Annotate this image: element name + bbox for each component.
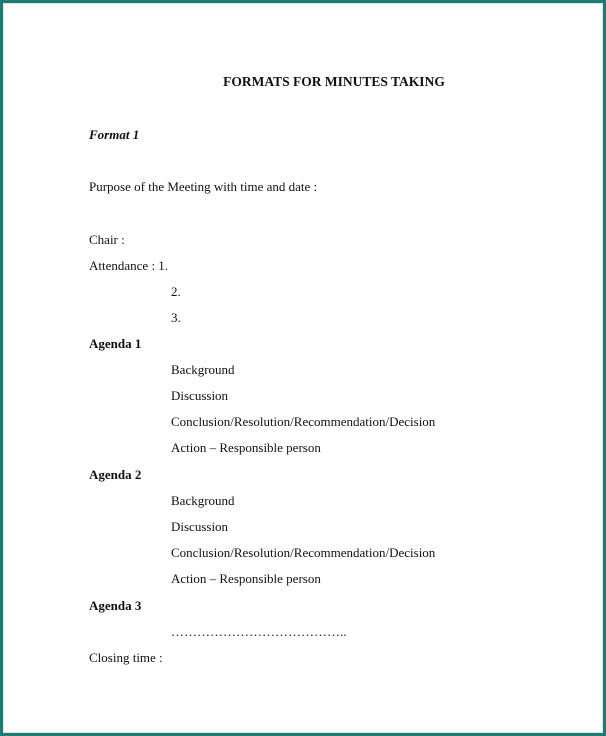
agenda-2-item: Discussion	[171, 519, 229, 534]
agenda-2-item: Conclusion/Resolution/Recommendation/Decision	[171, 545, 436, 560]
chair-line: Chair :	[89, 232, 125, 247]
attendance-item-3: 3.	[171, 310, 181, 325]
agenda-3-heading: Agenda 3	[89, 598, 142, 613]
agenda-1-item: Background	[171, 362, 235, 377]
agenda-3-placeholder: …………………………………..	[171, 624, 347, 639]
closing-time-line: Closing time :	[89, 650, 163, 665]
format-heading: Format 1	[89, 127, 140, 142]
document-title: FORMATS FOR MINUTES TAKING	[223, 74, 445, 89]
agenda-1-item: Conclusion/Resolution/Recommendation/Decision	[171, 414, 436, 429]
purpose-line: Purpose of the Meeting with time and date :	[89, 179, 318, 194]
agenda-2-heading: Agenda 2	[89, 467, 142, 482]
agenda-2-item: Action – Responsible person	[171, 571, 321, 586]
agenda-1-item: Action – Responsible person	[171, 440, 321, 455]
attendance-line: Attendance : 1.	[89, 258, 169, 273]
agenda-1-heading: Agenda 1	[89, 336, 142, 351]
attendance-item-2: 2.	[171, 284, 181, 299]
agenda-2-item: Background	[171, 493, 235, 508]
agenda-1-item: Discussion	[171, 388, 229, 403]
